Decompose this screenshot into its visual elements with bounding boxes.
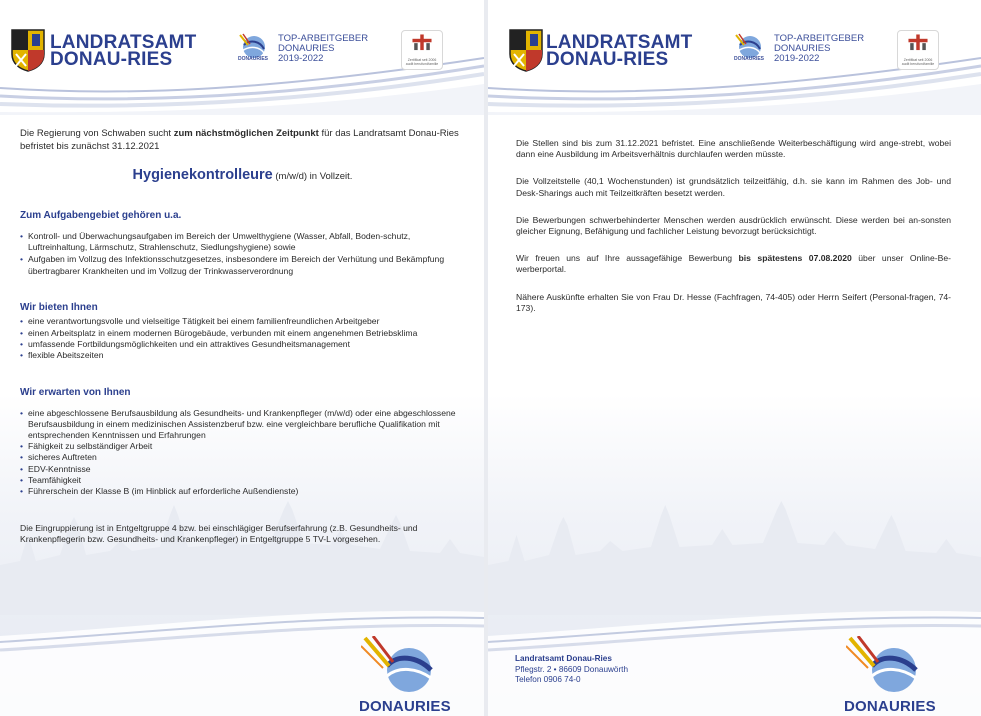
list-item: • flexible Abeitszeiten bbox=[20, 350, 465, 361]
list-item: • Führerschein der Klasse B (im Hinblick auf erforderliche Außendienste) bbox=[20, 486, 465, 497]
list-item: • Kontroll- und Überwachungsaufgaben im Bereich der Umwelthygiene (Wasser, Abfall, Boden-schutz, Luftreinhaltung, Lärmschutz, Strahlenschutz, Siedlungshygiene) sowie bbox=[20, 231, 465, 253]
coat-of-arms-logo bbox=[508, 28, 544, 72]
badge-brand: DONAURIES bbox=[734, 56, 765, 62]
list-item: • eine abgeschlossene Berufsausbildung als Gesundheits- und Krankenpfleger (m/w/d) oder eine abgeschlossene Berufsausbildung in einem medizinischen Assistenzberuf bzw. eine vergleichbare berufliche Qualifikation mit entsprechenden Kenntnissen und Erfahrungen bbox=[20, 408, 465, 442]
badge-line2: DONAURIES bbox=[774, 43, 831, 54]
list-item: • einen Arbeitsplatz in einem modernen Bürogebäude, verbunden mit einem angenehmen Betriebsklima bbox=[20, 328, 465, 339]
salary-note: Die Eingruppierung ist in Entgeltgruppe 4 bzw. bei einschlägiger Berufserfahrung (z.B. Gesundheits- und Krankenpflegerin bzw. Gesundheits- und Krankenpfleger) in Entgeltgruppe 5 TV-L vorgesehen. bbox=[20, 523, 418, 545]
application-deadline: bis spätestens 07.08.2020 bbox=[738, 253, 852, 264]
org-name bbox=[50, 34, 196, 68]
address-name: Landratsamt Donau-Ries bbox=[515, 654, 612, 663]
application-post: über unser Online-Be-werberportal. bbox=[516, 253, 951, 275]
org-name bbox=[546, 34, 692, 68]
section-expect-title: Wir erwarten von Ihnen bbox=[20, 387, 131, 399]
intro-pre: Die Regierung von Schwaben sucht bbox=[20, 128, 174, 139]
coat-of-arms-logo bbox=[10, 28, 46, 72]
intro-text bbox=[20, 128, 465, 153]
list-item: • EDV-Kenntnisse bbox=[20, 464, 465, 475]
certificate-caption: Zertifikat seit 2006 audit berufundfamilie bbox=[901, 58, 935, 66]
job-title bbox=[20, 169, 465, 184]
offer-list bbox=[20, 316, 465, 361]
certificate-icon bbox=[898, 31, 938, 57]
donauries-wordmark: DONAURIES bbox=[359, 698, 451, 715]
page1-body bbox=[20, 128, 465, 554]
badge-line3: 2019-2022 bbox=[774, 53, 820, 64]
address-street: Pflegstr. 2 • 86609 Donauwörth bbox=[515, 664, 629, 674]
badge-line2: DONAURIES bbox=[278, 43, 335, 54]
page2-body bbox=[516, 138, 951, 330]
intro-bold: zum nächstmöglichen Zeitpunkt bbox=[173, 128, 319, 139]
address-block bbox=[515, 654, 628, 686]
paragraph-term: Die Stellen sind bis zum 31.12.2021 befristet. Eine anschließende Weiterbeschäftigung wird ange-strebt, wobei dann eine Ausbildung im Arbeitsverhältnis durchlaufen werden müsste. bbox=[516, 138, 951, 160]
list-item: • Teamfähigkeit bbox=[20, 475, 465, 486]
list-item: • Aufgaben im Vollzug des Infektionsschutzgesetzes, insbesondere im Bereich der Verhütung und Bekämpfung übertragbarer Krankheiten und im Vollzug der Trinkwasserverordnung bbox=[20, 254, 465, 276]
address-phone: Telefon 0906 74-0 bbox=[515, 675, 581, 684]
job-title-main: Hygienekontrolleure bbox=[132, 167, 273, 183]
org-name-line2: DONAU-RIES bbox=[50, 49, 173, 70]
page-header bbox=[0, 0, 484, 115]
list-item: • umfassende Fortbildungsmöglichkeiten und ein attraktives Gesundheitsmanagement bbox=[20, 339, 465, 350]
list-item: • sicheres Auftreten bbox=[20, 452, 465, 463]
donauries-logo bbox=[840, 636, 940, 716]
certificate-caption: Zertifikat seit 2006 audit berufundfamilie bbox=[405, 58, 439, 66]
paragraph-parttime: Die Vollzeitstelle (40,1 Wochenstunden) ist grundsätzlich teilzeitfähig, d.h. sie kann im Rahmen des Job- und Desk-Sharings auch mit Teilzeitkräften besetzt werden. bbox=[516, 176, 951, 198]
org-name-line2: DONAU-RIES bbox=[546, 49, 669, 70]
flyer-page-2 bbox=[488, 0, 981, 716]
tasks-list bbox=[20, 231, 465, 277]
page-header bbox=[488, 0, 981, 115]
badge-line1: TOP-ARBEITGEBER bbox=[278, 33, 369, 44]
section-offer-title: Wir bieten Ihnen bbox=[20, 301, 98, 313]
badge-text bbox=[774, 34, 864, 64]
family-certificate-badge bbox=[897, 30, 939, 70]
town-skyline-watermark bbox=[488, 495, 981, 615]
org-name-line1: LANDRATSAMT bbox=[50, 32, 197, 53]
badge-brand: DONAURIES bbox=[238, 56, 269, 62]
application-pre: Wir freuen uns auf Ihre aussagefähige Bewerbung bbox=[516, 253, 739, 264]
intro-post: für das Landratsamt Donau-Ries befristet bis zunächst 31.12.2021 bbox=[20, 128, 459, 152]
paragraph-contact: Nähere Auskünfte erhalten Sie von Frau Dr. Hesse (Fachfragen, 74-405) oder Herrn Seifert (Personal-fragen, 74-173). bbox=[516, 291, 951, 313]
expect-list bbox=[20, 408, 465, 498]
badge-text bbox=[278, 34, 368, 64]
badge-line3: 2019-2022 bbox=[278, 53, 324, 64]
flyer-page-1 bbox=[0, 0, 484, 716]
donauries-swirl-logo-icon bbox=[846, 636, 924, 694]
paragraph-application bbox=[516, 253, 951, 275]
list-item: • Fähigkeit zu selbständiger Arbeit bbox=[20, 441, 465, 452]
donauries-wordmark: DONAURIES bbox=[844, 698, 936, 715]
certificate-icon bbox=[402, 31, 442, 57]
job-title-suffix: (m/w/d) in Vollzeit. bbox=[272, 171, 353, 182]
donauries-logo bbox=[355, 636, 455, 716]
family-certificate-badge bbox=[401, 30, 443, 70]
donauries-swirl-logo-icon bbox=[361, 636, 439, 694]
paragraph-disability: Die Bewerbungen schwerbehinderter Menschen werden ausdrücklich erwünscht. Diese werden bei an-sonsten gleicher Eignung, Befähigung und fachlicher Leistung bevorzugt berücksichtigt. bbox=[516, 214, 951, 237]
section-tasks-title: Zum Aufgabengebiet gehören u.a. bbox=[20, 209, 182, 221]
badge-line1: TOP-ARBEITGEBER bbox=[774, 33, 865, 44]
list-item: • eine verantwortungsvolle und vielseitige Tätigkeit bei einem familienfreundlichen Arbeitgeber bbox=[20, 316, 465, 327]
org-name-line1: LANDRATSAMT bbox=[546, 32, 693, 53]
